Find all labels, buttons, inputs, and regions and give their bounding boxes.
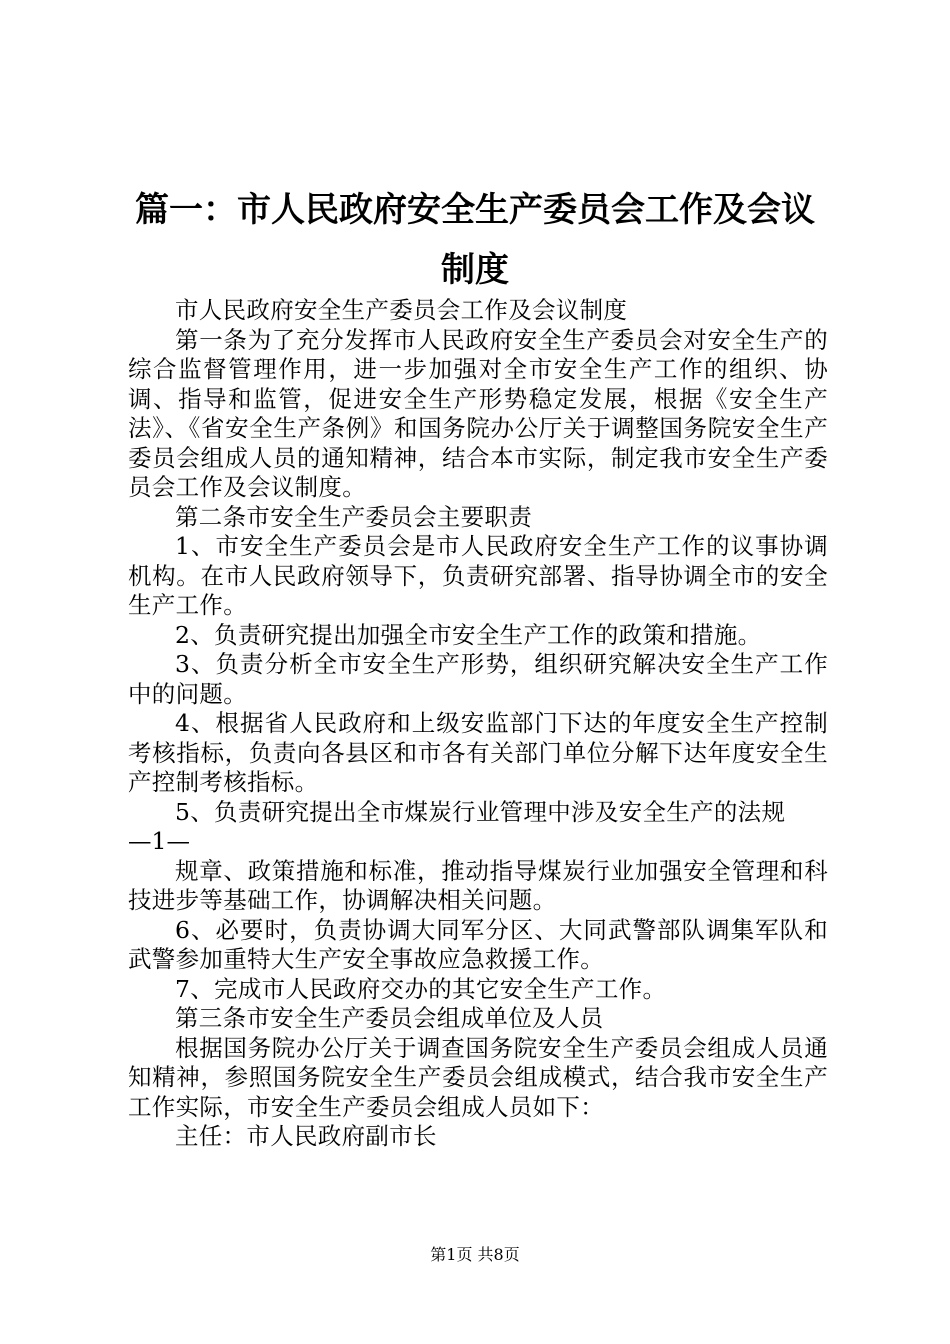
paragraph: 规章、政策措施和标准，推动指导煤炭行业加强安全管理和科技进步等基础工作，协调解决相关问题。 [128,856,828,914]
paragraph: 主任：市人民政府副市长 [175,1122,437,1150]
paragraph: 1、市安全生产委员会是市人民政府安全生产工作的议事协调机构。在市人民政府领导下，负责研究部署、指导协调全市的安全生产工作。 [128,532,828,619]
paragraph: 4、根据省人民政府和上级安监部门下达的年度安全生产控制考核指标，负责向各县区和市各有关部门单位分解下达年度安全生产控制考核指标。 [128,709,828,796]
document-body [128,296,828,1152]
paragraph: 3、负责分析全市安全生产形势，组织研究解决安全生产工作中的问题。 [128,650,828,708]
title-line-1: 篇一：市人民政府安全生产委员会工作及会议 [135,190,815,230]
page-title [0,180,950,300]
page-footer: 第1页 共8页 [430,1245,520,1264]
paragraph: 7、完成市人民政府交办的其它安全生产工作。 [175,974,667,1003]
paragraph: 6、必要时，负责协调大同军分区、大同武警部队调集军队和武警参加重特大生产安全事故应急救援工作。 [128,915,828,973]
inline-page-marker: —1— [128,827,190,855]
title-line-2: 制度 [441,250,509,290]
paragraph: 市人民政府安全生产委员会工作及会议制度 [175,296,628,324]
paragraph: 5、负责研究提出全市煤炭行业管理中涉及安全生产的法规 [175,797,786,826]
paragraph: 2、负责研究提出加强全市安全生产工作的政策和措施。 [175,620,762,649]
paragraph: 第一条为了充分发挥市人民政府安全生产委员会对安全生产的综合监督管理作用，进一步加强对全市安全生产工作的组织、协调、指导和监管，促进安全生产形势稳定发展，根据《安全生产法》、《省安全生产条例》和国务院办公厅关于调整国务院安全生产委员会组成人员的通知精神，结合本市实际，制定我市安全生产委员会工作及会议制度。 [128,325,828,501]
paragraph: 根据国务院办公厅关于调查国务院安全生产委员会组成人员通知精神，参照国务院安全生产委员会组成模式，结合我市安全生产工作实际，市安全生产委员会组成人员如下： [128,1033,828,1121]
paragraph: 第二条市安全生产委员会主要职责 [175,502,532,531]
paragraph: 第三条市安全生产委员会组成单位及人员 [175,1004,604,1032]
